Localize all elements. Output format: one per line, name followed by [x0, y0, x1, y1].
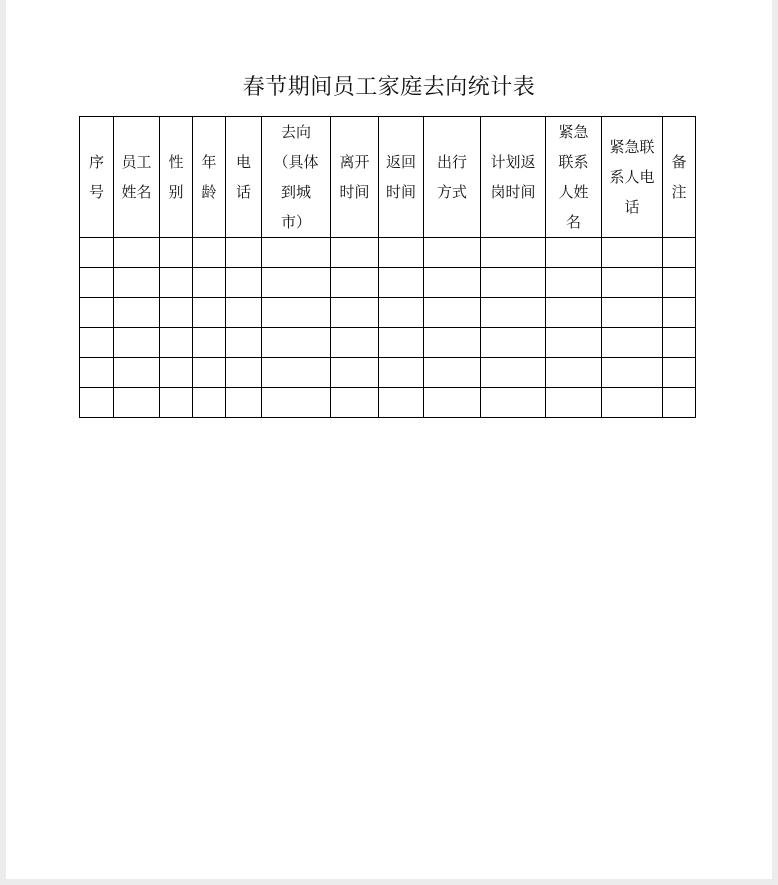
- table-cell[interactable]: [481, 328, 546, 358]
- header-emergency-contact-phone: 紧急联系人电话: [602, 117, 663, 238]
- table-cell[interactable]: [262, 388, 331, 418]
- table-cell[interactable]: [602, 358, 663, 388]
- table-cell[interactable]: [424, 298, 481, 328]
- table-body: [80, 238, 696, 418]
- table-cell[interactable]: [114, 268, 160, 298]
- table-cell[interactable]: [481, 298, 546, 328]
- table-cell[interactable]: [663, 298, 696, 328]
- table-cell[interactable]: [481, 238, 546, 268]
- table-cell[interactable]: [481, 388, 546, 418]
- table-cell[interactable]: [663, 268, 696, 298]
- table-row: [80, 388, 696, 418]
- table-row: [80, 298, 696, 328]
- table-cell[interactable]: [160, 358, 193, 388]
- table-row: [80, 328, 696, 358]
- table-cell[interactable]: [193, 268, 226, 298]
- table-cell[interactable]: [226, 328, 262, 358]
- table-cell[interactable]: [160, 388, 193, 418]
- table-cell[interactable]: [80, 328, 114, 358]
- table-cell[interactable]: [379, 268, 424, 298]
- table-cell[interactable]: [602, 298, 663, 328]
- table-cell[interactable]: [160, 268, 193, 298]
- table-cell[interactable]: [481, 268, 546, 298]
- table-cell[interactable]: [80, 268, 114, 298]
- header-employee-name: 员工姓名: [114, 117, 160, 238]
- table-cell[interactable]: [226, 388, 262, 418]
- table-cell[interactable]: [331, 298, 379, 328]
- table-cell[interactable]: [663, 388, 696, 418]
- table-cell[interactable]: [663, 238, 696, 268]
- header-departure-time: 离开时间: [331, 117, 379, 238]
- table-cell[interactable]: [262, 358, 331, 388]
- header-gender: 性别: [160, 117, 193, 238]
- table-cell[interactable]: [424, 388, 481, 418]
- table-cell[interactable]: [546, 388, 602, 418]
- header-phone: 电话: [226, 117, 262, 238]
- table-cell[interactable]: [602, 238, 663, 268]
- header-index: 序号: [80, 117, 114, 238]
- table-cell[interactable]: [226, 238, 262, 268]
- statistics-table: [79, 116, 696, 418]
- table-cell[interactable]: [424, 238, 481, 268]
- header-destination: 去向（具体到城市）: [262, 117, 331, 238]
- table-cell[interactable]: [546, 328, 602, 358]
- header-remarks: 备注: [663, 117, 696, 238]
- table-cell[interactable]: [80, 358, 114, 388]
- table-cell[interactable]: [424, 328, 481, 358]
- table-cell[interactable]: [226, 358, 262, 388]
- table-cell[interactable]: [193, 238, 226, 268]
- table-cell[interactable]: [602, 388, 663, 418]
- table-cell[interactable]: [80, 388, 114, 418]
- table-cell[interactable]: [193, 388, 226, 418]
- table-cell[interactable]: [602, 268, 663, 298]
- table-cell[interactable]: [160, 298, 193, 328]
- table-cell[interactable]: [331, 388, 379, 418]
- table-cell[interactable]: [331, 358, 379, 388]
- table-cell[interactable]: [663, 358, 696, 388]
- table-cell[interactable]: [331, 268, 379, 298]
- table-row: [80, 268, 696, 298]
- table-cell[interactable]: [262, 238, 331, 268]
- table-row: [80, 358, 696, 388]
- table-cell[interactable]: [602, 328, 663, 358]
- table-cell[interactable]: [546, 298, 602, 328]
- header-travel-mode: 出行方式: [424, 117, 481, 238]
- table-cell[interactable]: [193, 298, 226, 328]
- table-header-row: [80, 117, 696, 238]
- table-cell[interactable]: [379, 358, 424, 388]
- table-cell[interactable]: [114, 298, 160, 328]
- table-cell[interactable]: [379, 298, 424, 328]
- table-cell[interactable]: [546, 268, 602, 298]
- table-cell[interactable]: [114, 358, 160, 388]
- header-return-time: 返回时间: [379, 117, 424, 238]
- header-emergency-contact-name: 紧急联系人姓名: [546, 117, 602, 238]
- document-title: 春节期间员工家庭去向统计表: [242, 75, 536, 100]
- table-cell[interactable]: [546, 358, 602, 388]
- table-cell[interactable]: [193, 328, 226, 358]
- table-cell[interactable]: [226, 298, 262, 328]
- table-cell[interactable]: [379, 388, 424, 418]
- document-page: [6, 0, 772, 879]
- header-planned-return: 计划返岗时间: [481, 117, 546, 238]
- table-cell[interactable]: [424, 268, 481, 298]
- table-cell[interactable]: [160, 328, 193, 358]
- table-cell[interactable]: [114, 388, 160, 418]
- table-cell[interactable]: [262, 268, 331, 298]
- table-cell[interactable]: [379, 238, 424, 268]
- table-cell[interactable]: [80, 298, 114, 328]
- table-cell[interactable]: [262, 298, 331, 328]
- table-cell[interactable]: [193, 358, 226, 388]
- table-cell[interactable]: [546, 238, 602, 268]
- table-row: [80, 238, 696, 268]
- table-cell[interactable]: [424, 358, 481, 388]
- table-cell[interactable]: [160, 238, 193, 268]
- table-cell[interactable]: [226, 268, 262, 298]
- table-cell[interactable]: [114, 328, 160, 358]
- table-cell[interactable]: [80, 238, 114, 268]
- table-cell[interactable]: [379, 328, 424, 358]
- table-cell[interactable]: [262, 328, 331, 358]
- table-cell[interactable]: [331, 238, 379, 268]
- table-cell[interactable]: [481, 358, 546, 388]
- table-cell[interactable]: [663, 328, 696, 358]
- header-age: 年龄: [193, 117, 226, 238]
- table-cell[interactable]: [114, 238, 160, 268]
- table-cell[interactable]: [331, 328, 379, 358]
